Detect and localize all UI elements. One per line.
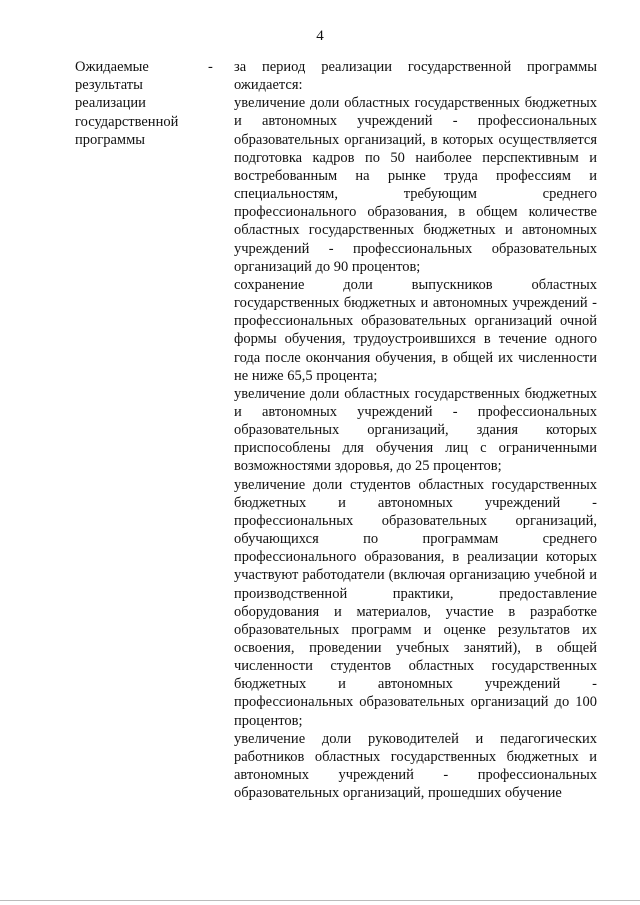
scan-edge-line [0,900,640,901]
paragraph-result-3: увеличение доли областных государственных бюджетных и автономных учреждений - профессиональных образовательных организаций, здания которых приспособлены для обучения лиц с ограниченными возможностями здоровья, до 25 процентов; [234,385,597,475]
paragraph-intro: за период реализации государственной программы ожидается: [234,59,597,94]
section-label-line: результаты [75,77,143,94]
section-label-line: реализации [75,95,146,112]
section-label-line: государственной [75,113,179,130]
paragraph-result-1: увеличение доли областных государственных бюджетных и автономных учреждений - профессиональных образовательных организаций, в которых осуществляется подготовка кадров по 50 наиболее перспективным и востребованным на рынке труда профессиям и специальностям, требующим среднего профессионального образования, в общем количестве областных государственных бюджетных и автономных учреждений - профессиональных образовательных организаций до 90 процентов; [234,95,597,275]
section-label-line: программы [75,131,145,148]
paragraph-result-4: увеличение доли студентов областных государственных бюджетных и автономных учреждений - профессиональных образовательных организаций, обучающихся по программам среднего профессионального образования, в реализации которых участвуют работодатели (включая организацию учебной и производственной практики, предоставление оборудования и материалов, участие в разработке образовательных программ и оценке результатов их освоения, проведении учебных занятий), в общей численности студентов областных государственных бюджетных и автономных учреждений - профессиональных образовательных организаций до 100 процентов; [234,476,597,729]
expected-results-text [234,58,597,802]
paragraph-result-2: сохранение доли выпускников областных государственных бюджетных и автономных учреждений - профессиональных образовательных организаций очной формы обучения, трудоустроившихся в течение одного года после окончания обучения, в общей их численности не ниже 65,5 процента; [234,276,597,384]
section-label [75,58,200,149]
section-label-line: Ожидаемые [75,59,149,75]
page-number: 4 [316,28,324,44]
separator-dash: - [208,59,213,75]
paragraph-result-5: увеличение доли руководителей и педагогических работников областных государственных бюджетных и автономных учреждений - профессиональных образовательных организаций, прошедших обучение [234,730,597,802]
